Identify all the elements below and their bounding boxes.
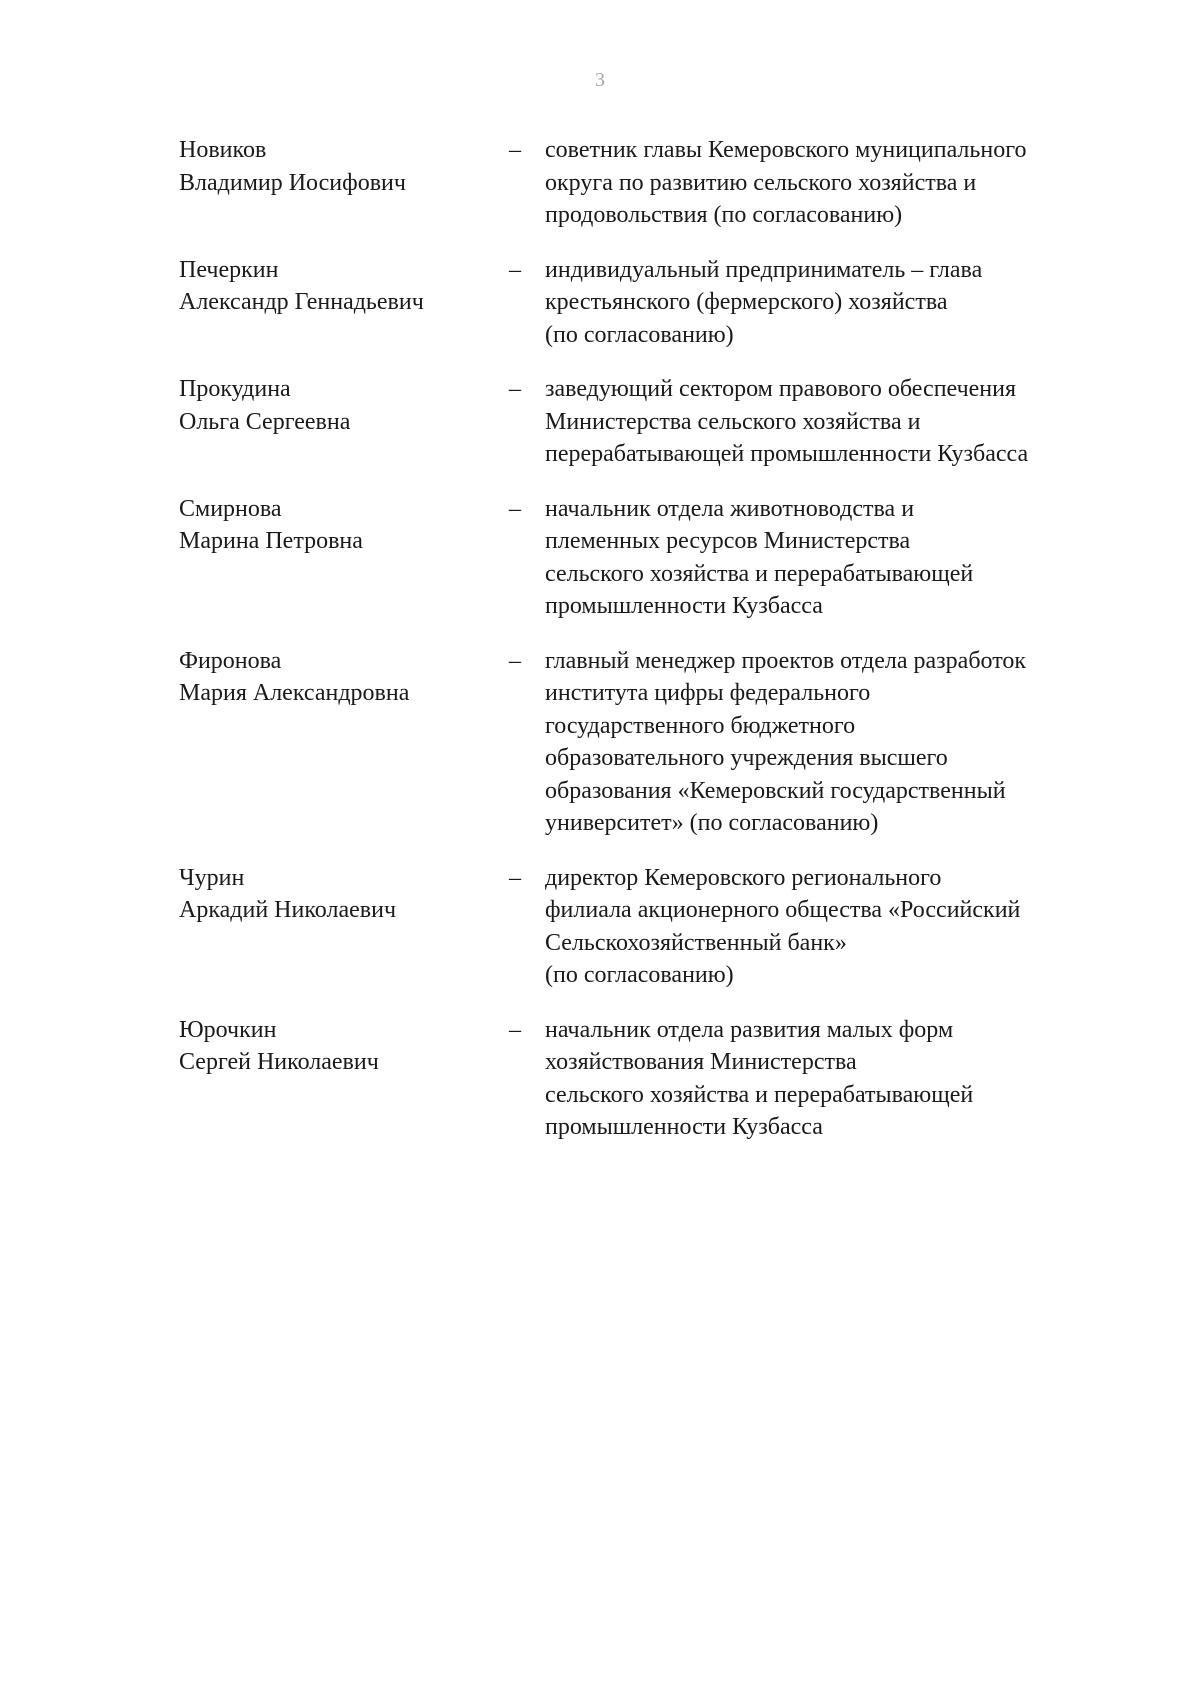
member-role-line: сельского хозяйства и перерабатывающей [545, 1081, 974, 1108]
member-role [545, 862, 1125, 992]
member-given-names: Марина Петровна [179, 528, 363, 554]
member-dash: – [509, 137, 521, 163]
member-role-line: директор Кемеровского регионального [545, 864, 942, 891]
member-row [179, 862, 1139, 992]
member-role-line: филиала акционерного общества «Российский [545, 897, 1021, 923]
member-name [179, 862, 509, 927]
member-given-names: Аркадий Николаевич [179, 897, 397, 923]
member-surname: Печеркин [179, 256, 279, 283]
member-role-line: Министерства сельского хозяйства и [545, 408, 921, 435]
member-role-line: начальник отдела животноводства и [545, 495, 915, 522]
member-given-names: Александр Геннадьевич [179, 289, 424, 315]
member-dash: – [509, 256, 521, 283]
member-role-line: округа по развитию сельского хозяйства и [545, 169, 977, 196]
member-role-line: перерабатывающей промышленности Кузбасса [545, 441, 1029, 467]
member-dash: – [509, 864, 521, 891]
member-row [179, 1014, 1139, 1144]
member-row [179, 645, 1139, 840]
member-role-line: сельского хозяйства и перерабатывающей [545, 560, 974, 587]
member-row [179, 254, 1139, 352]
member-given-names: Сергей Николаевич [179, 1049, 379, 1075]
member-role [545, 254, 1125, 352]
member-role-line: племенных ресурсов Министерства [545, 528, 911, 554]
member-role-line: университет» (по согласованию) [545, 810, 879, 836]
member-role-line: Сельскохозяйственный банк» [545, 929, 847, 956]
member-role-line: хозяйствования Министерства [545, 1049, 857, 1075]
member-role-line: индивидуальный предприниматель – глава [545, 256, 983, 283]
member-surname: Смирнова [179, 495, 282, 522]
member-role-line: образовательного учреждения высшего [545, 745, 948, 771]
member-role-line: государственного бюджетного [545, 712, 856, 739]
member-surname: Чурин [179, 864, 245, 891]
member-role-line: промышленности Кузбасса [545, 1114, 823, 1140]
page-number: 3 [595, 69, 605, 91]
member-dash: – [509, 376, 521, 402]
member-role-line: начальник отдела развития малых форм [545, 1016, 954, 1043]
member-surname: Прокудина [179, 376, 291, 402]
member-role-line: главный менеджер проектов отдела разработок [545, 647, 1027, 674]
member-role-line: советник главы Кемеровского муниципального [545, 137, 1027, 163]
member-name [179, 645, 509, 710]
member-role [545, 373, 1125, 471]
member-dash: – [509, 647, 521, 674]
member-dash: – [509, 1016, 521, 1043]
member-surname: Фиронова [179, 647, 282, 674]
member-name [179, 134, 509, 199]
member-given-names: Владимир Иосифович [179, 169, 406, 196]
member-role [545, 1014, 1125, 1144]
member-surname: Юрочкин [179, 1016, 277, 1043]
member-role-line: крестьянского (фермерского) хозяйства [545, 289, 948, 315]
member-row [179, 134, 1139, 232]
member-dash: – [509, 495, 521, 522]
member-row [179, 373, 1139, 471]
member-role [545, 493, 1125, 623]
member-name [179, 254, 509, 319]
member-role-line: образования «Кемеровский государственный [545, 777, 1006, 804]
member-role-line: института цифры федерального [545, 680, 871, 706]
member-role-line: (по согласованию) [545, 321, 734, 348]
member-role [545, 645, 1125, 840]
member-role-line: заведующий сектором правового обеспечения [545, 376, 1017, 402]
member-role [545, 134, 1125, 232]
member-role-line: промышленности Кузбасса [545, 593, 823, 619]
member-name [179, 373, 509, 438]
member-role-line: (по согласованию) [545, 962, 734, 988]
member-given-names: Мария Александровна [179, 680, 410, 706]
member-name [179, 493, 509, 558]
member-name [179, 1014, 509, 1079]
member-surname: Новиков [179, 137, 267, 163]
member-given-names: Ольга Сергеевна [179, 408, 351, 435]
member-role-line: продовольствия (по согласованию) [545, 202, 903, 228]
member-list [179, 134, 1139, 1166]
member-row [179, 493, 1139, 623]
